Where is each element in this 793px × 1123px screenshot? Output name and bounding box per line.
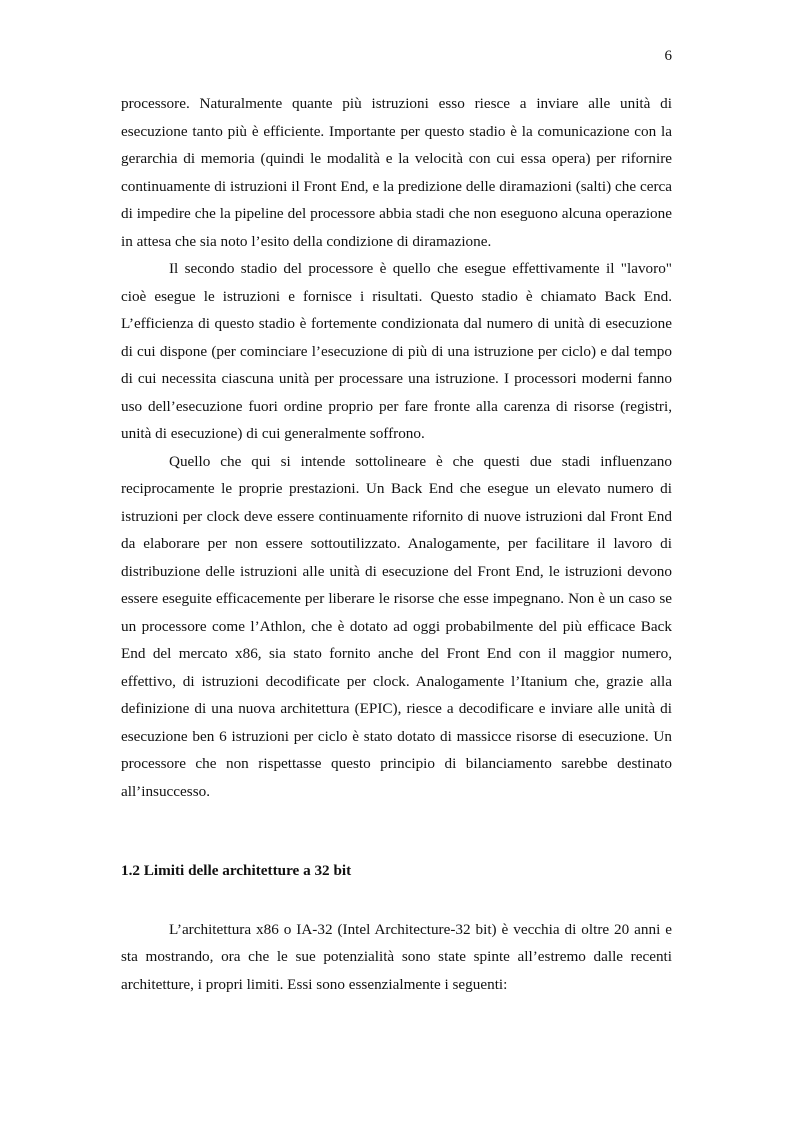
section-heading: 1.2 Limiti delle architetture a 32 bit xyxy=(121,862,352,879)
paragraph-back-end: Il secondo stadio del processore è quello che esegue effettivamente il "lavoro" cioè esegue le istruzioni e fornisce i risultati. Questo stadio è chiamato Back End. L’efficienza di questo stadio è fortemente condizionata dal numero di unità di esecuzione di cui dispone (per cominciare l’esecuzione di più di una istruzione per ciclo) e dal tempo di cui necessita ciascuna unità per processare una istruzione. I processori moderni fanno uso dell’esecuzione fuori ordine proprio per fare fronte alla carenza di risorse (registri, unità di esecuzione) di cui generalmente soffrono. xyxy=(121,260,672,442)
page-number: 6 xyxy=(664,48,672,64)
document-body xyxy=(121,90,672,998)
paragraph-ia32-limits: L’architettura x86 o IA-32 (Intel Architecture-32 bit) è vecchia di oltre 20 anni e sta mostrando, ora che le sue potenzialità sono state spinte all’estremo dalle recenti architetture, i propri limiti. Essi sono essenzialmente i seguenti: xyxy=(121,920,672,993)
paragraph-front-end: processore. Naturalmente quante più istruzioni esso riesce a inviare alle unità di esecuzione tanto più è efficiente. Importante per questo stadio è la comunicazione con la gerarchia di memoria (quindi le modalità e la velocità con cui essa opera) per rifornire continuamente di istruzioni il Front End, e la predizione delle diramazioni (salti) che cerca di impedire che la pipeline del processore abbia stadi che non eseguono alcuna operazione in attesa che sia noto l’esito della condizione di diramazione. xyxy=(121,95,672,250)
paragraph-balance: Quello che qui si intende sottolineare è che questi due stadi influenzano reciprocamente le proprie prestazioni. Un Back End che esegue un elevato numero di istruzioni per clock deve essere continuamente rifornito di nuove istruzioni dal Front End da elaborare per non essere sottoutilizzato. Analogamente, per facilitare il lavoro di distribuzione delle istruzioni alle unità di esecuzione del Front End, le istruzioni devono essere eseguite efficacemente per liberare le risorse che esse impegnano. Non è un caso se un processore come l’Athlon, che è dotato ad oggi probabilmente del più efficace Back End del mercato x86, sia stato fornito anche del Front End con il maggior numero, effettivo, di istruzioni decodificate per clock. Analogamente l’Itanium che, grazie alla definizione di una nuova architettura (EPIC), riesce a decodificare e inviare alle unità di esecuzione ben 6 istruzioni per ciclo è stato dotato di massicce risorse di esecuzione. Un processore che non rispettasse questo principio di bilanciamento sarebbe destinato all’insuccesso. xyxy=(121,452,672,800)
